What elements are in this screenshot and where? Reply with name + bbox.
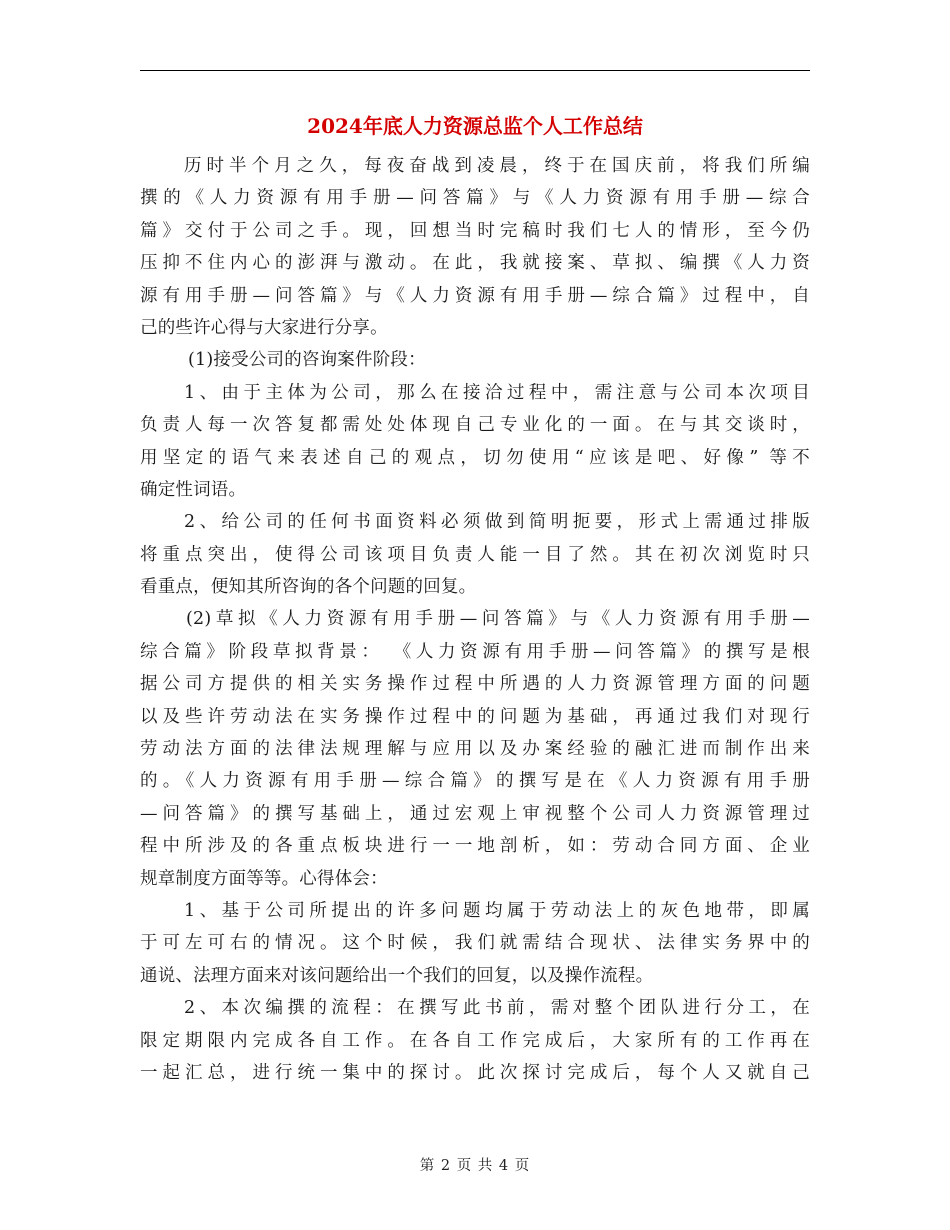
- paragraph-line: 的。《人力资源有用手册—综合篇》的撰写是在《人力资源有用手册: [140, 771, 810, 792]
- section-heading: (1)接受公司的咨询案件阶段：: [188, 350, 426, 371]
- paragraph-line: 一起汇总，进行统一集中的探讨。此次探讨完成后，每个人又就自己: [140, 1062, 810, 1083]
- paragraph-line: 负责人每一次答复都需处处体现自己专业化的一面。在与其交谈时，: [140, 415, 810, 436]
- paragraph-line: 据公司方提供的相关实务操作过程中所遇的人力资源管理方面的问题: [140, 674, 810, 695]
- document-body: [140, 150, 810, 1089]
- paragraph-line: 将重点突出，使得公司该项目负责人能一目了然。其在初次浏览时只: [140, 544, 810, 565]
- page-number: 第 2 页 共 4 页: [419, 1158, 531, 1174]
- paragraph-line: 1、由于主体为公司，那么在接洽过程中，需注意与公司本次项目: [184, 382, 810, 403]
- paragraph-line: 以及些许劳动法在实务操作过程中的问题为基础，再通过我们对现行: [140, 706, 810, 727]
- paragraph-line: 源有用手册—问答篇》与《人力资源有用手册—综合篇》过程中，自: [140, 285, 810, 306]
- paragraph-line: 规章制度方面等等。心得体会：: [140, 868, 388, 889]
- paragraph-line: 通说、法理方面来对该问题给出一个我们的回复，以及操作流程。: [140, 965, 654, 986]
- paragraph-line: 压抑不住内心的澎湃与激动。在此，我就接案、草拟、编撰《人力资: [140, 253, 810, 274]
- paragraph-line: 于可左可右的情况。这个时候，我们就需结合现状、法律实务界中的: [140, 933, 810, 954]
- paragraph-line: 确定性词语。: [140, 479, 247, 500]
- paragraph-line: 程中所涉及的各重点板块进行一一地剖析，如：劳动合同方面、企业: [140, 836, 810, 857]
- paragraph-line: 篇》交付于公司之手。现，回想当时完稿时我们七人的情形，至今仍: [140, 220, 810, 241]
- paragraph-line: 2、给公司的任何书面资料必须做到简明扼要，形式上需通过排版: [184, 512, 810, 533]
- document-title: 2024年底人力资源总监个人工作总结: [307, 114, 643, 138]
- section-heading: (2)草拟《人力资源有用手册—问答篇》与《人力资源有用手册—: [186, 609, 810, 630]
- header-rule: [140, 70, 810, 71]
- paragraph-line: 综合篇》阶段草拟背景： 《人力资源有用手册—问答篇》的撰写是根: [140, 641, 810, 662]
- paragraph-line: —问答篇》的撰写基础上，通过宏观上审视整个公司人力资源管理过: [140, 803, 810, 824]
- paragraph-line: 己的些许心得与大家进行分享。: [140, 317, 388, 338]
- paragraph-line: 限定期限内完成各自工作。在各自工作完成后，大家所有的工作再在: [140, 1030, 810, 1051]
- paragraph-line: 看重点，便知其所咨询的各个问题的回复。: [140, 577, 477, 598]
- paragraph-line: 撰的《人力资源有用手册—问答篇》与《人力资源有用手册—综合: [140, 188, 810, 209]
- paragraph-line: 2、本次编撰的流程：在撰写此书前，需对整个团队进行分工，在: [184, 998, 810, 1019]
- paragraph-line: 1、基于公司所提出的许多问题均属于劳动法上的灰色地带，即属: [184, 900, 810, 921]
- paragraph-line: 劳动法方面的法律法规理解与应用以及办案经验的融汇进而制作出来: [140, 739, 810, 760]
- paragraph-line: 用坚定的语气来表述自己的观点，切勿使用“应该是吧、好像” 等不: [140, 447, 810, 468]
- paragraph-line: 历时半个月之久，每夜奋战到凌晨，终于在国庆前，将我们所编: [184, 156, 810, 176]
